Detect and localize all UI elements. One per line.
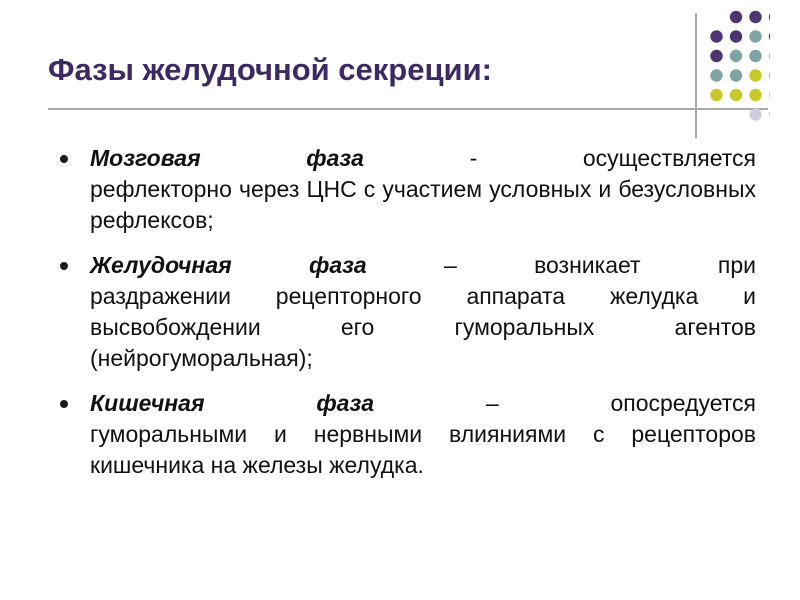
bullet-first-line — [90, 143, 756, 174]
decorative-dot — [710, 69, 722, 81]
bullet-item-intestinal-phase — [56, 388, 756, 481]
bullet-item-brain-phase — [56, 143, 756, 236]
vertical-divider-line — [695, 13, 697, 138]
term-word: Кишечная — [90, 390, 205, 416]
decorative-dot — [749, 11, 761, 23]
decorative-dot — [710, 89, 722, 101]
decorative-dot — [749, 30, 761, 42]
term-word: фаза — [316, 390, 374, 416]
bullet-description: гуморальными и нервными влияниями с рецепторов кишечника на железы желудка. — [90, 421, 756, 478]
bullet-list — [56, 143, 756, 495]
bullet-dot-icon — [60, 400, 68, 408]
dot-grid-svg — [710, 10, 770, 130]
slide-title: Фазы желудочной секреции: — [48, 52, 492, 87]
decorative-dot — [769, 11, 770, 23]
decorative-dot — [749, 69, 761, 81]
decorative-dot — [730, 30, 742, 42]
term-word: Мозговая — [90, 145, 201, 171]
decorative-dot — [749, 50, 761, 62]
term-word: фаза — [308, 252, 367, 278]
decorative-dot — [730, 89, 742, 101]
bullet-description: раздражении рецепторного аппарата желудка и высвобождении его гуморальных агентов (нейрогуморальная); — [90, 283, 756, 371]
decorative-dot — [769, 108, 770, 120]
decorative-dot — [730, 11, 742, 23]
decorative-dot — [769, 69, 770, 81]
decorative-dot — [769, 89, 770, 101]
decorative-dot — [730, 69, 742, 81]
first-line-tail: осуществляется — [582, 145, 756, 171]
decorative-dot — [730, 50, 742, 62]
first-line-tail: опосредуется — [610, 390, 756, 416]
bullet-first-line — [90, 388, 756, 419]
decorative-dot — [769, 50, 770, 62]
bullet-item-gastric-phase — [56, 250, 756, 374]
decorative-dot — [710, 50, 722, 62]
first-line-tail: возникает — [534, 252, 641, 278]
first-line-tail: при — [717, 252, 756, 278]
bullet-description: рефлекторно через ЦНС с участием условных и безусловных рефлексов; — [90, 176, 756, 233]
decorative-dot — [749, 89, 761, 101]
bullet-dot-icon — [60, 262, 68, 270]
term-word: фаза — [306, 145, 364, 171]
decorative-dot — [749, 108, 761, 120]
decorative-dot — [769, 30, 770, 42]
horizontal-divider-line — [48, 108, 768, 110]
dash: – — [485, 390, 499, 416]
decorative-dot-grid — [710, 10, 770, 130]
dash: - — [469, 145, 478, 171]
bullet-dot-icon — [60, 155, 68, 163]
dash: – — [443, 252, 457, 278]
term-word: Желудочная — [90, 252, 232, 278]
bullet-first-line — [90, 250, 756, 281]
decorative-dot — [710, 30, 722, 42]
